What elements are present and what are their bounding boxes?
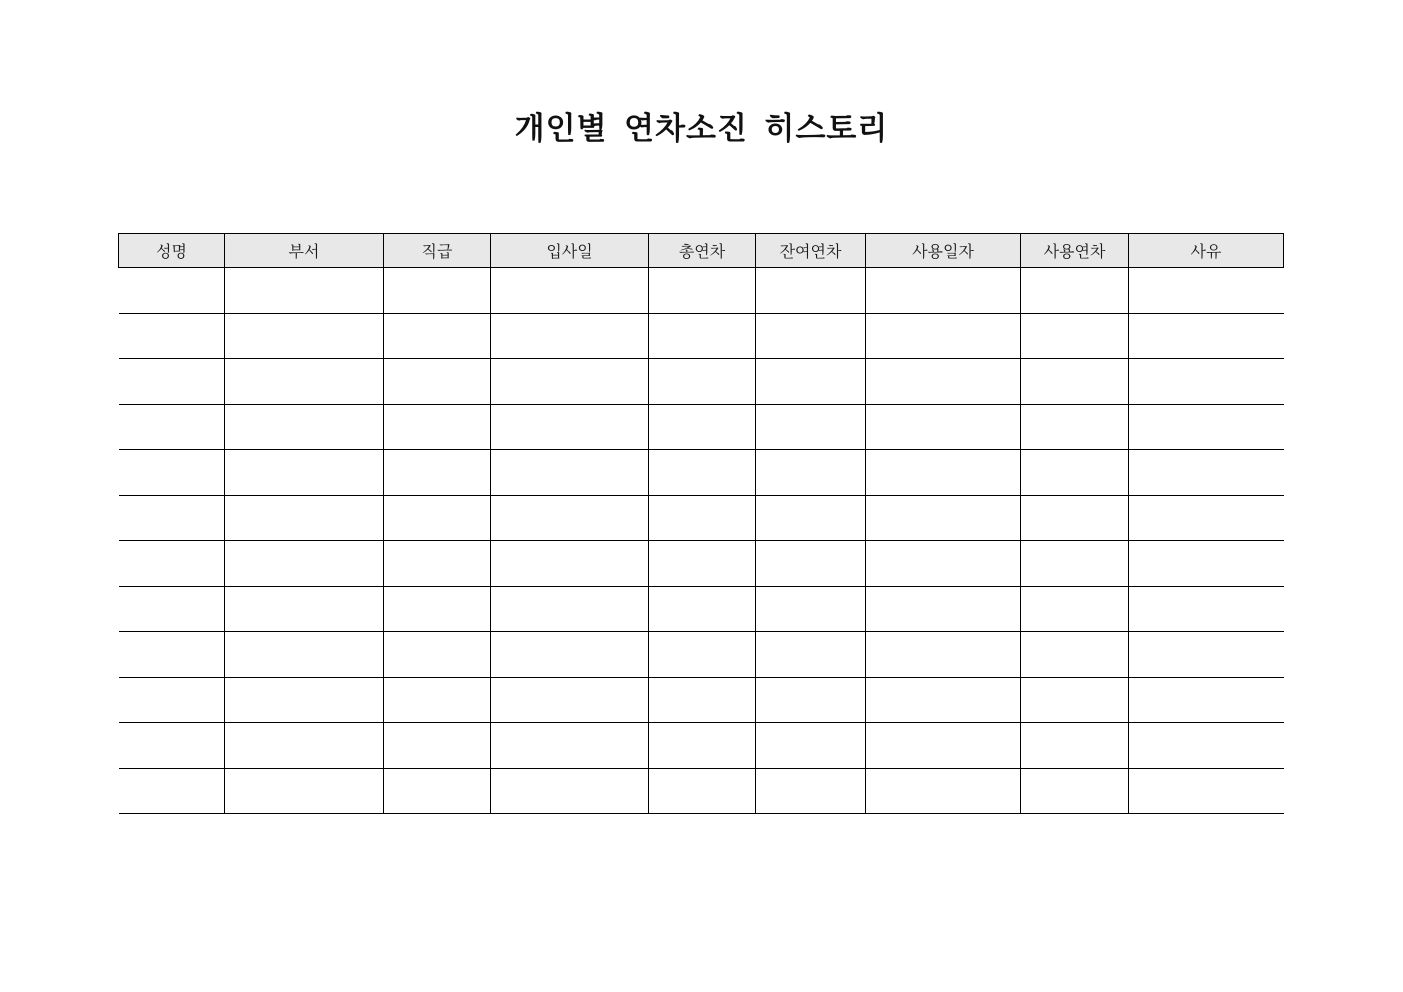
cell-position (384, 450, 491, 496)
cell-name (119, 450, 225, 496)
cell-hire-date (491, 359, 649, 405)
cell-department (225, 313, 384, 359)
cell-reason (1129, 404, 1284, 450)
header-row (119, 234, 1284, 268)
cell-hire-date (491, 313, 649, 359)
cell-hire-date (491, 541, 649, 587)
col-header-remaining-leave: 잔여연차 (756, 234, 866, 268)
table-row (119, 541, 1284, 587)
table-row (119, 404, 1284, 450)
cell-use-date (866, 450, 1021, 496)
cell-position (384, 404, 491, 450)
table-row (119, 677, 1284, 723)
cell-remaining-leave (756, 450, 866, 496)
table-row (119, 586, 1284, 632)
cell-name (119, 495, 225, 541)
cell-name (119, 359, 225, 405)
cell-hire-date (491, 723, 649, 769)
cell-hire-date (491, 450, 649, 496)
cell-used-leave (1021, 723, 1129, 769)
cell-reason (1129, 450, 1284, 496)
col-header-reason: 사유 (1129, 234, 1284, 268)
cell-department (225, 359, 384, 405)
cell-use-date (866, 268, 1021, 314)
table-row (119, 723, 1284, 769)
cell-name (119, 677, 225, 723)
cell-name (119, 268, 225, 314)
cell-used-leave (1021, 586, 1129, 632)
cell-total-leave (649, 359, 756, 405)
cell-use-date (866, 359, 1021, 405)
cell-hire-date (491, 268, 649, 314)
cell-remaining-leave (756, 541, 866, 587)
cell-name (119, 768, 225, 814)
leave-history-table (118, 233, 1284, 814)
cell-use-date (866, 768, 1021, 814)
table-row (119, 495, 1284, 541)
cell-reason (1129, 313, 1284, 359)
cell-used-leave (1021, 541, 1129, 587)
cell-use-date (866, 632, 1021, 678)
cell-use-date (866, 313, 1021, 359)
cell-used-leave (1021, 359, 1129, 405)
cell-name (119, 723, 225, 769)
cell-use-date (866, 404, 1021, 450)
cell-department (225, 450, 384, 496)
cell-position (384, 268, 491, 314)
cell-reason (1129, 677, 1284, 723)
cell-total-leave (649, 586, 756, 632)
cell-total-leave (649, 723, 756, 769)
table-row (119, 632, 1284, 678)
cell-department (225, 677, 384, 723)
cell-reason (1129, 495, 1284, 541)
table-row (119, 268, 1284, 314)
cell-department (225, 268, 384, 314)
cell-reason (1129, 586, 1284, 632)
cell-remaining-leave (756, 268, 866, 314)
cell-hire-date (491, 404, 649, 450)
cell-position (384, 541, 491, 587)
cell-total-leave (649, 632, 756, 678)
table-row (119, 313, 1284, 359)
cell-position (384, 768, 491, 814)
cell-total-leave (649, 313, 756, 359)
col-header-total-leave: 총연차 (649, 234, 756, 268)
cell-remaining-leave (756, 404, 866, 450)
col-header-name: 성명 (119, 234, 225, 268)
cell-use-date (866, 541, 1021, 587)
cell-position (384, 677, 491, 723)
cell-department (225, 632, 384, 678)
cell-name (119, 541, 225, 587)
cell-department (225, 768, 384, 814)
cell-position (384, 495, 491, 541)
table-row (119, 768, 1284, 814)
col-header-position: 직급 (384, 234, 491, 268)
cell-position (384, 313, 491, 359)
cell-use-date (866, 495, 1021, 541)
cell-hire-date (491, 768, 649, 814)
cell-reason (1129, 359, 1284, 405)
cell-reason (1129, 723, 1284, 769)
cell-position (384, 586, 491, 632)
cell-remaining-leave (756, 768, 866, 814)
cell-reason (1129, 541, 1284, 587)
cell-used-leave (1021, 404, 1129, 450)
cell-name (119, 404, 225, 450)
cell-total-leave (649, 768, 756, 814)
cell-name (119, 313, 225, 359)
col-header-used-leave: 사용연차 (1021, 234, 1129, 268)
table-row (119, 359, 1284, 405)
cell-department (225, 495, 384, 541)
cell-total-leave (649, 268, 756, 314)
cell-total-leave (649, 677, 756, 723)
cell-hire-date (491, 677, 649, 723)
table-row (119, 450, 1284, 496)
cell-remaining-leave (756, 632, 866, 678)
cell-remaining-leave (756, 677, 866, 723)
cell-used-leave (1021, 450, 1129, 496)
cell-used-leave (1021, 677, 1129, 723)
cell-used-leave (1021, 495, 1129, 541)
cell-remaining-leave (756, 586, 866, 632)
cell-used-leave (1021, 768, 1129, 814)
cell-total-leave (649, 404, 756, 450)
cell-use-date (866, 677, 1021, 723)
cell-total-leave (649, 450, 756, 496)
cell-department (225, 723, 384, 769)
cell-department (225, 586, 384, 632)
cell-use-date (866, 723, 1021, 769)
col-header-department: 부서 (225, 234, 384, 268)
cell-remaining-leave (756, 723, 866, 769)
cell-remaining-leave (756, 495, 866, 541)
cell-used-leave (1021, 632, 1129, 678)
cell-department (225, 541, 384, 587)
cell-remaining-leave (756, 359, 866, 405)
cell-position (384, 359, 491, 405)
cell-reason (1129, 268, 1284, 314)
cell-used-leave (1021, 268, 1129, 314)
cell-used-leave (1021, 313, 1129, 359)
cell-hire-date (491, 495, 649, 541)
cell-name (119, 632, 225, 678)
col-header-use-date: 사용일자 (866, 234, 1021, 268)
cell-name (119, 586, 225, 632)
cell-department (225, 404, 384, 450)
cell-reason (1129, 632, 1284, 678)
cell-use-date (866, 586, 1021, 632)
cell-position (384, 723, 491, 769)
cell-total-leave (649, 495, 756, 541)
cell-hire-date (491, 632, 649, 678)
page-title: 개인별 연차소진 히스토리 (514, 111, 889, 146)
cell-total-leave (649, 541, 756, 587)
cell-remaining-leave (756, 313, 866, 359)
cell-position (384, 632, 491, 678)
cell-reason (1129, 768, 1284, 814)
cell-hire-date (491, 586, 649, 632)
col-header-hire-date: 입사일 (491, 234, 649, 268)
